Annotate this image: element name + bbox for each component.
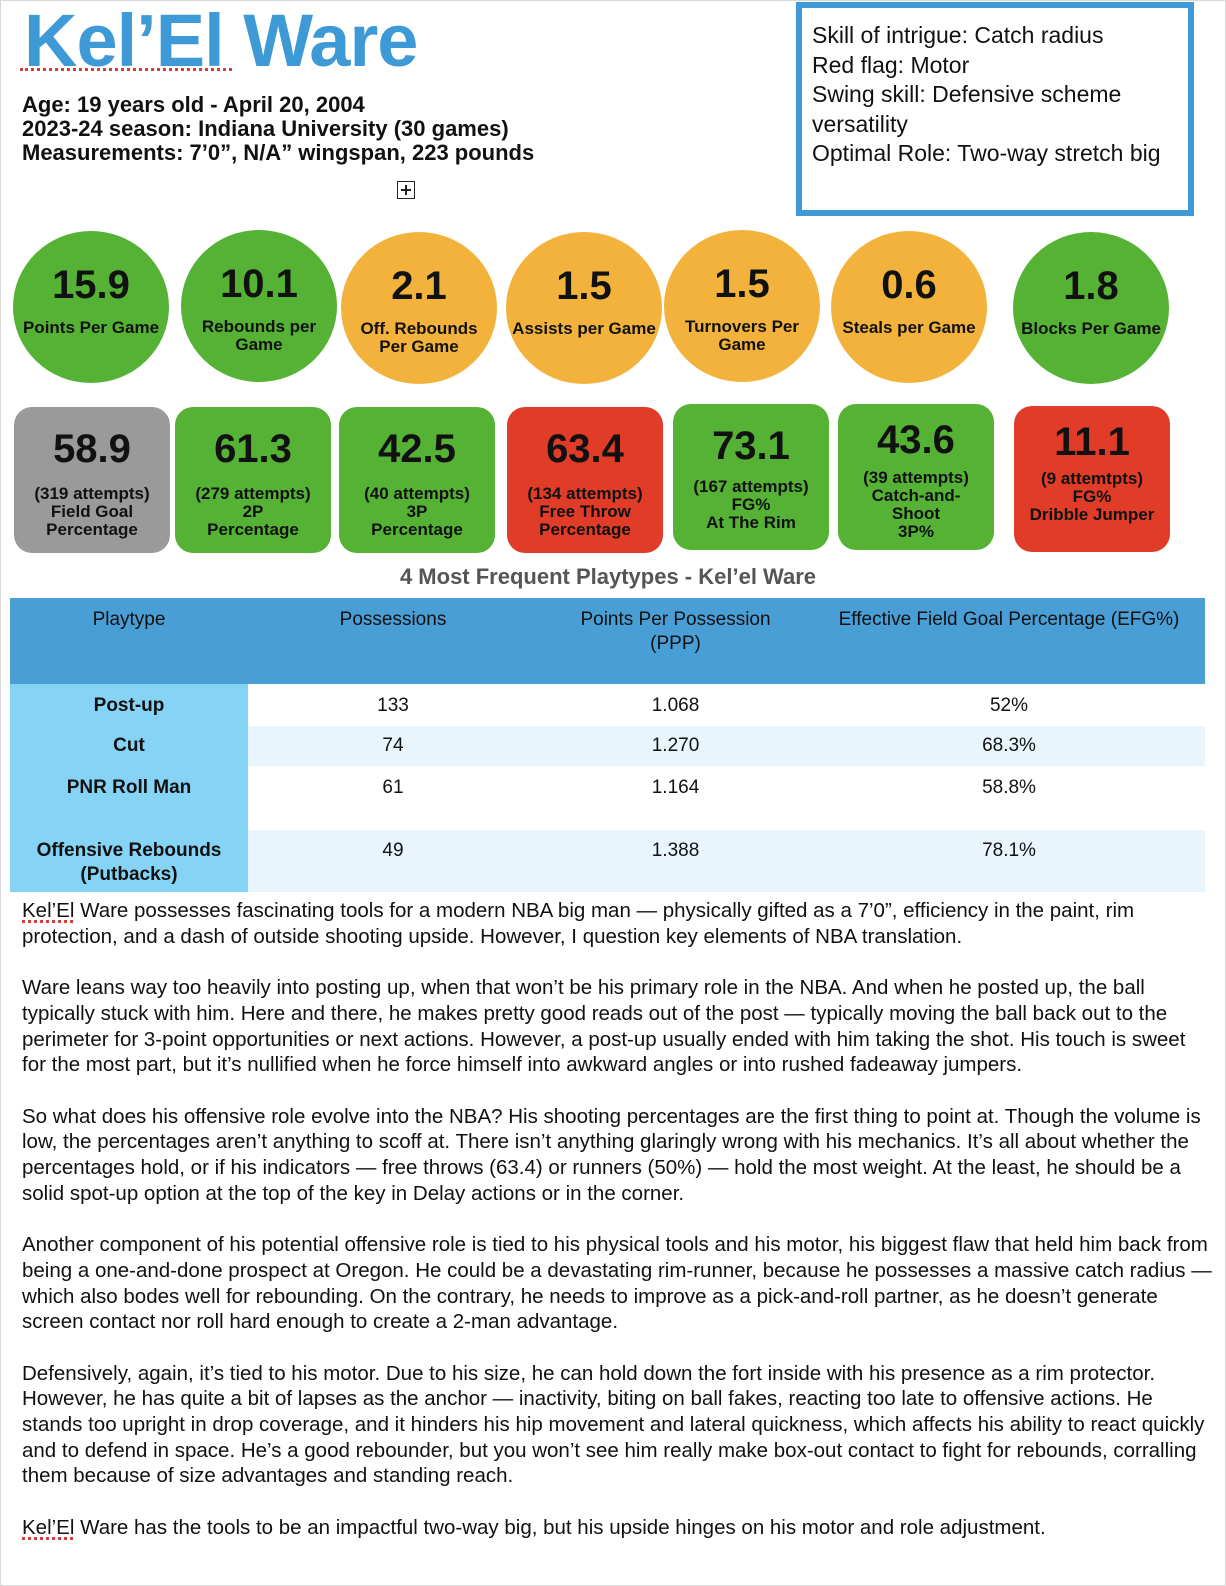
stat-value: 1.5 [714, 262, 770, 306]
row-playtype: Cut [113, 735, 145, 756]
stat-value: 1.8 [1063, 264, 1119, 308]
column-header-possessions: Possessions [339, 609, 447, 630]
stat-label: Off. Rebounds Per Game [360, 319, 478, 356]
table-header [10, 598, 1205, 684]
shooting-value: 73.1 [712, 424, 790, 468]
stat-label: Assists per Game [512, 319, 656, 338]
stat-label: Turnovers Per Game [684, 317, 799, 354]
shooting-label: (319 attempts) Field Goal Percentage [34, 484, 150, 539]
article-body [22, 898, 1212, 1566]
stat-label: Blocks Per Game [1021, 319, 1161, 338]
shooting-label: (40 attempts) 3P Percentage [364, 484, 470, 539]
expand-plus-icon[interactable] [397, 181, 415, 199]
swing-skill: Swing skill: Defensive scheme versatility [812, 81, 1122, 137]
misspelled-word: Kel’El [22, 899, 75, 922]
row-efg: 78.1% [982, 840, 1036, 861]
article-paragraph: So what does his offensive role evolve into the NBA? His shooting percentages are the first thing to point at. Though the volume is low, the percentages aren’t anything to scoff at. There isn’t anything glaringly wrong with his mechanics. It’s all about whether the percentages hold, or if his indicators — free throws (63.4) or runners (50%) — hold the most weight. At the least, he should be a solid spot-up option at the top of the key in Delay actions or in the corner. [22, 1104, 1201, 1205]
row-possessions: 49 [382, 840, 404, 861]
article-paragraph: Ware leans way too heavily into posting up, when that won’t be his primary role in the NBA. And when he posted up, the ball typically stuck with him. Here and there, he makes pretty good reads out of the post — typically moving the ball back out to the perimeter for 3-point opportunities or next actions. However, a post-up usually ended with him taking the shot. His touch is sweet for the most part, but it’s nullified when he force himself into awkward angles or into rushed fadeaway jumpers. [22, 976, 1186, 1077]
row-ppp: 1.164 [651, 777, 700, 798]
stat-circle-blocks [1013, 232, 1169, 384]
stat-circle-rebounds [181, 230, 337, 382]
season-line: 2023-24 season: Indiana University (30 games) [22, 116, 509, 141]
shooting-label: (279 attempts) 2P Percentage [195, 484, 311, 539]
shooting-value: 63.4 [546, 427, 624, 471]
stat-circle-points [13, 231, 169, 383]
player-bio [22, 93, 534, 165]
column-header-ppp: Points Per Possession (PPP) [580, 609, 771, 654]
row-efg: 68.3% [982, 735, 1036, 756]
shooting-label: (134 attempts) Free Throw Percentage [527, 484, 643, 539]
measurements-line: Measurements: 7’0”, N/A” wingspan, 223 pounds [22, 140, 535, 165]
shooting-tile-dribble-jumper [1014, 406, 1170, 552]
stat-label: Points Per Game [22, 318, 160, 337]
article-paragraph: Kel’El Ware has the tools to be an impactful two-way big, but his upside hinges on his motor and role adjustment. [22, 1515, 1046, 1539]
article-paragraph: Kel’El Ware possesses fascinating tools for a modern NBA big man — physically gifted as a 7’0”, efficiency in the paint, rim protection, and a dash of outside shooting upside. However, I question key elements of NBA translation. [22, 899, 1135, 948]
article-paragraph: Defensively, again, it’s tied to his motor. Due to his size, he can hold down the fort inside with his presence as a rim protector. However, he has quite a bit of lapses as the anchor — inactivity, biting on ball fakes, reacting too late to offensive actions. He stands too upright in drop coverage, and it hinders his hip movement and lateral quickness, which affects his ability to react quickly and to defend in space. He’s a good rebounder, but you won’t see him really make box-out contact to fight for rebounds, corralling them because of size advantages and standing reach. [22, 1361, 1205, 1488]
column-header-efg: Effective Field Goal Percentage (EFG%) [838, 609, 1180, 630]
row-possessions: 61 [382, 777, 404, 798]
row-playtype: PNR Roll Man [66, 777, 192, 798]
table-title: 4 Most Frequent Playtypes - Kel’el Ware [399, 564, 817, 589]
shooting-tile-2p [175, 407, 331, 553]
shooting-value: 11.1 [1054, 420, 1130, 464]
skill-summary-box [796, 2, 1194, 216]
column-header-playtype: Playtype [92, 609, 166, 630]
row-ppp: 1.068 [651, 695, 700, 716]
row-efg: 58.8% [982, 777, 1036, 798]
row-playtype: Offensive Rebounds (Putbacks) [36, 840, 222, 885]
skill-intrigue: Skill of intrigue: Catch radius [812, 22, 1104, 48]
shooting-label: (9 attemtpts) FG% Dribble Jumper [1029, 469, 1155, 524]
row-efg: 52% [989, 695, 1029, 716]
age-line: Age: 19 years old - April 20, 2004 [22, 92, 365, 117]
stat-value: 1.5 [556, 264, 612, 308]
stat-circle-turnovers [664, 230, 820, 382]
spellcheck-underline [20, 68, 232, 71]
stat-value: 10.1 [220, 262, 298, 306]
shooting-tile-field-goal [14, 407, 170, 553]
shooting-tile-3p [339, 407, 495, 553]
article-paragraph: Another component of his potential offensive role is tied to his physical tools and his motor, his biggest flaw that held him back from being a one-and-done prospect at Oregon. He could be a devastating rim-runner, because he possesses a massive catch radius — which also bodes well for rebounding. On the contrary, he needs to improve as a pick-and-roll partner, as he doesn’t generate screen contact nor roll hard enough to create a 2-man advantage. [22, 1233, 1212, 1334]
shooting-value: 61.3 [214, 427, 292, 471]
stat-circle-steals [831, 231, 987, 383]
stat-value: 0.6 [881, 263, 937, 307]
player-name: Kel’El Ware [24, 0, 418, 82]
stat-circle-off-rebounds [341, 232, 497, 384]
stat-label: Steals per Game [842, 318, 976, 337]
red-flag: Red flag: Motor [812, 51, 970, 78]
stat-circle-assists [506, 232, 662, 384]
row-possessions: 74 [382, 735, 404, 756]
row-possessions: 133 [377, 695, 409, 716]
row-ppp: 1.270 [651, 735, 700, 756]
row-ppp: 1.388 [651, 840, 700, 861]
shooting-value: 43.6 [877, 418, 955, 462]
stat-value: 2.1 [391, 264, 447, 308]
shooting-label: (167 attempts) FG% At The Rim [693, 477, 809, 532]
stat-value: 15.9 [52, 263, 130, 307]
shooting-label: (39 attempts) Catch-and- Shoot 3P% [863, 468, 969, 541]
row-playtype: Post-up [93, 695, 165, 716]
shooting-tile-catch-and-shoot [838, 404, 994, 550]
misspelled-word: Kel’El [22, 1515, 75, 1539]
optimal-role: Optimal Role: Two-way stretch big [812, 140, 1161, 166]
shooting-value: 58.9 [53, 427, 131, 471]
shooting-tile-at-rim [673, 404, 829, 550]
stat-label: Rebounds per Game [201, 317, 317, 354]
shooting-tile-free-throw [507, 407, 663, 553]
shooting-value: 42.5 [378, 427, 456, 471]
